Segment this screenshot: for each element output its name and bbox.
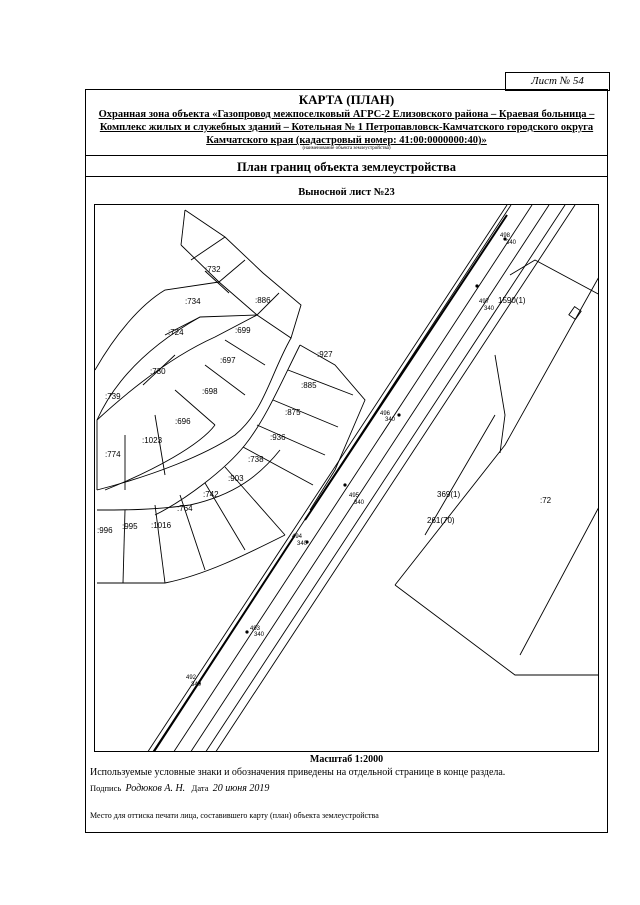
parcel-label: :730 [150,367,166,376]
survey-point-label: 495 [349,493,360,499]
parcel-label: :732 [205,265,221,274]
survey-point-label: 340 [354,500,365,506]
survey-point-label: 492 [186,675,197,681]
structure-marker [569,307,581,320]
cadastral-map [94,204,599,752]
parcel-boundary [165,535,285,583]
document-title: КАРТА (ПЛАН) [298,92,395,107]
road-edge [215,205,575,752]
object-name: Охранная зона объекта «Газопровод межпоселковый АГРС-2 Елизовского района – Краевая больница – Комплекс жилых и служебных зданий – Котельная № 1 Петропавловск-Камчатского городского округа Камчатского края (кадастровый номер: 41:00:0000000:40)» [98,109,595,146]
parcel-label: :739 [105,392,121,401]
document-frame [85,89,608,833]
survey-point-label: 497 [479,299,490,305]
survey-point-marker [343,483,346,486]
survey-point-label: 340 [191,682,202,688]
parcel-boundary [510,260,599,295]
road-edge [205,205,565,752]
boundary-label: 1590(1) [498,296,526,305]
legend-note: Используемые условные знаки и обозначения приведены на отдельной странице в конце раздела. [90,767,506,778]
parcel-boundary [300,345,365,510]
map-scale: Масштаб 1:2000 [309,754,384,765]
boundary-label: 369(1) [437,490,461,499]
survey-point-label: 340 [506,240,517,246]
object-name-caption: (наименование объекта землеустройства) [302,146,391,151]
parcel-label: :885 [301,381,317,390]
parcel-label: :697 [220,356,236,365]
plan-title: План границ объекта землеустройства [237,160,456,174]
road-edge [305,215,507,520]
parcel-boundary [123,510,125,583]
road-edge [147,205,507,752]
survey-point-label: 340 [385,417,396,423]
sheet-subtitle: Выносной лист №23 [298,187,395,198]
signer-name: Родюков А. Н. [125,783,186,794]
survey-point-label: 340 [484,306,495,312]
plan-title-divider [86,176,607,177]
parcel-label: :903 [228,474,244,483]
parcel-boundary [395,275,599,585]
survey-point-label: 340 [254,632,265,638]
survey-point-label: 340 [297,541,308,547]
parcel-label: :724 [168,328,184,337]
stamp-note: Место для оттиска печати лица, составившего карту (план) объекта землеустройства [90,811,379,820]
parcel-label: :699 [235,326,251,335]
parcel-boundary [191,237,225,260]
road-edge [153,535,295,752]
parcel-boundary [155,415,165,475]
survey-point-label: 498 [500,233,511,239]
parcel-boundary [105,425,215,490]
parcel-label: :995 [122,522,138,531]
parcel-label: :875 [285,408,301,417]
parcel-boundary [520,505,599,655]
parcel-label: :936 [270,433,286,442]
date-label: Дата [191,783,209,793]
parcel-boundary [181,210,185,245]
parcel-boundary [273,400,338,427]
road-edge [190,205,549,752]
parcel-label: :698 [202,387,218,396]
parcel-label: :742 [203,490,219,499]
parcel-label: :696 [175,417,191,426]
survey-point-marker [245,630,248,633]
parcel-boundary [181,210,301,338]
parcel-boundary [288,370,353,395]
survey-point-marker [397,413,400,416]
survey-point-marker [475,284,478,287]
parcel-label: :72 [540,496,552,505]
parcel-boundary [97,338,291,490]
survey-points [186,233,517,688]
parcel-boundary [257,425,325,455]
survey-point-label: 494 [292,534,303,540]
signature-line [90,783,269,794]
header-divider [86,155,607,156]
parcel-boundary [155,505,165,583]
parcel-boundary [219,260,245,282]
signature-label: Подпись [90,783,122,793]
parcel-label: :764 [177,504,193,513]
boundary-label: 261(70) [427,516,455,525]
parcel-label: :774 [105,450,121,459]
parcel-label: :886 [255,296,271,305]
parcel-label: :996 [97,526,113,535]
map-svg [95,205,599,752]
date-value: 20 июня 2019 [212,783,270,794]
sheet-number: Лист № 54 [505,72,610,91]
parcel-label: :738 [248,455,264,464]
survey-point-label: 496 [380,411,391,417]
parcel-label: :734 [185,297,201,306]
parcel-boundary [395,585,599,675]
parcel-label: :927 [317,350,333,359]
parcel-label: :1023 [142,436,163,445]
survey-point-label: 493 [250,626,261,632]
parcel-boundary [95,282,219,370]
parcel-boundary [155,345,300,515]
parcel-boundary [495,355,505,453]
parcel-label: :1016 [151,521,172,530]
